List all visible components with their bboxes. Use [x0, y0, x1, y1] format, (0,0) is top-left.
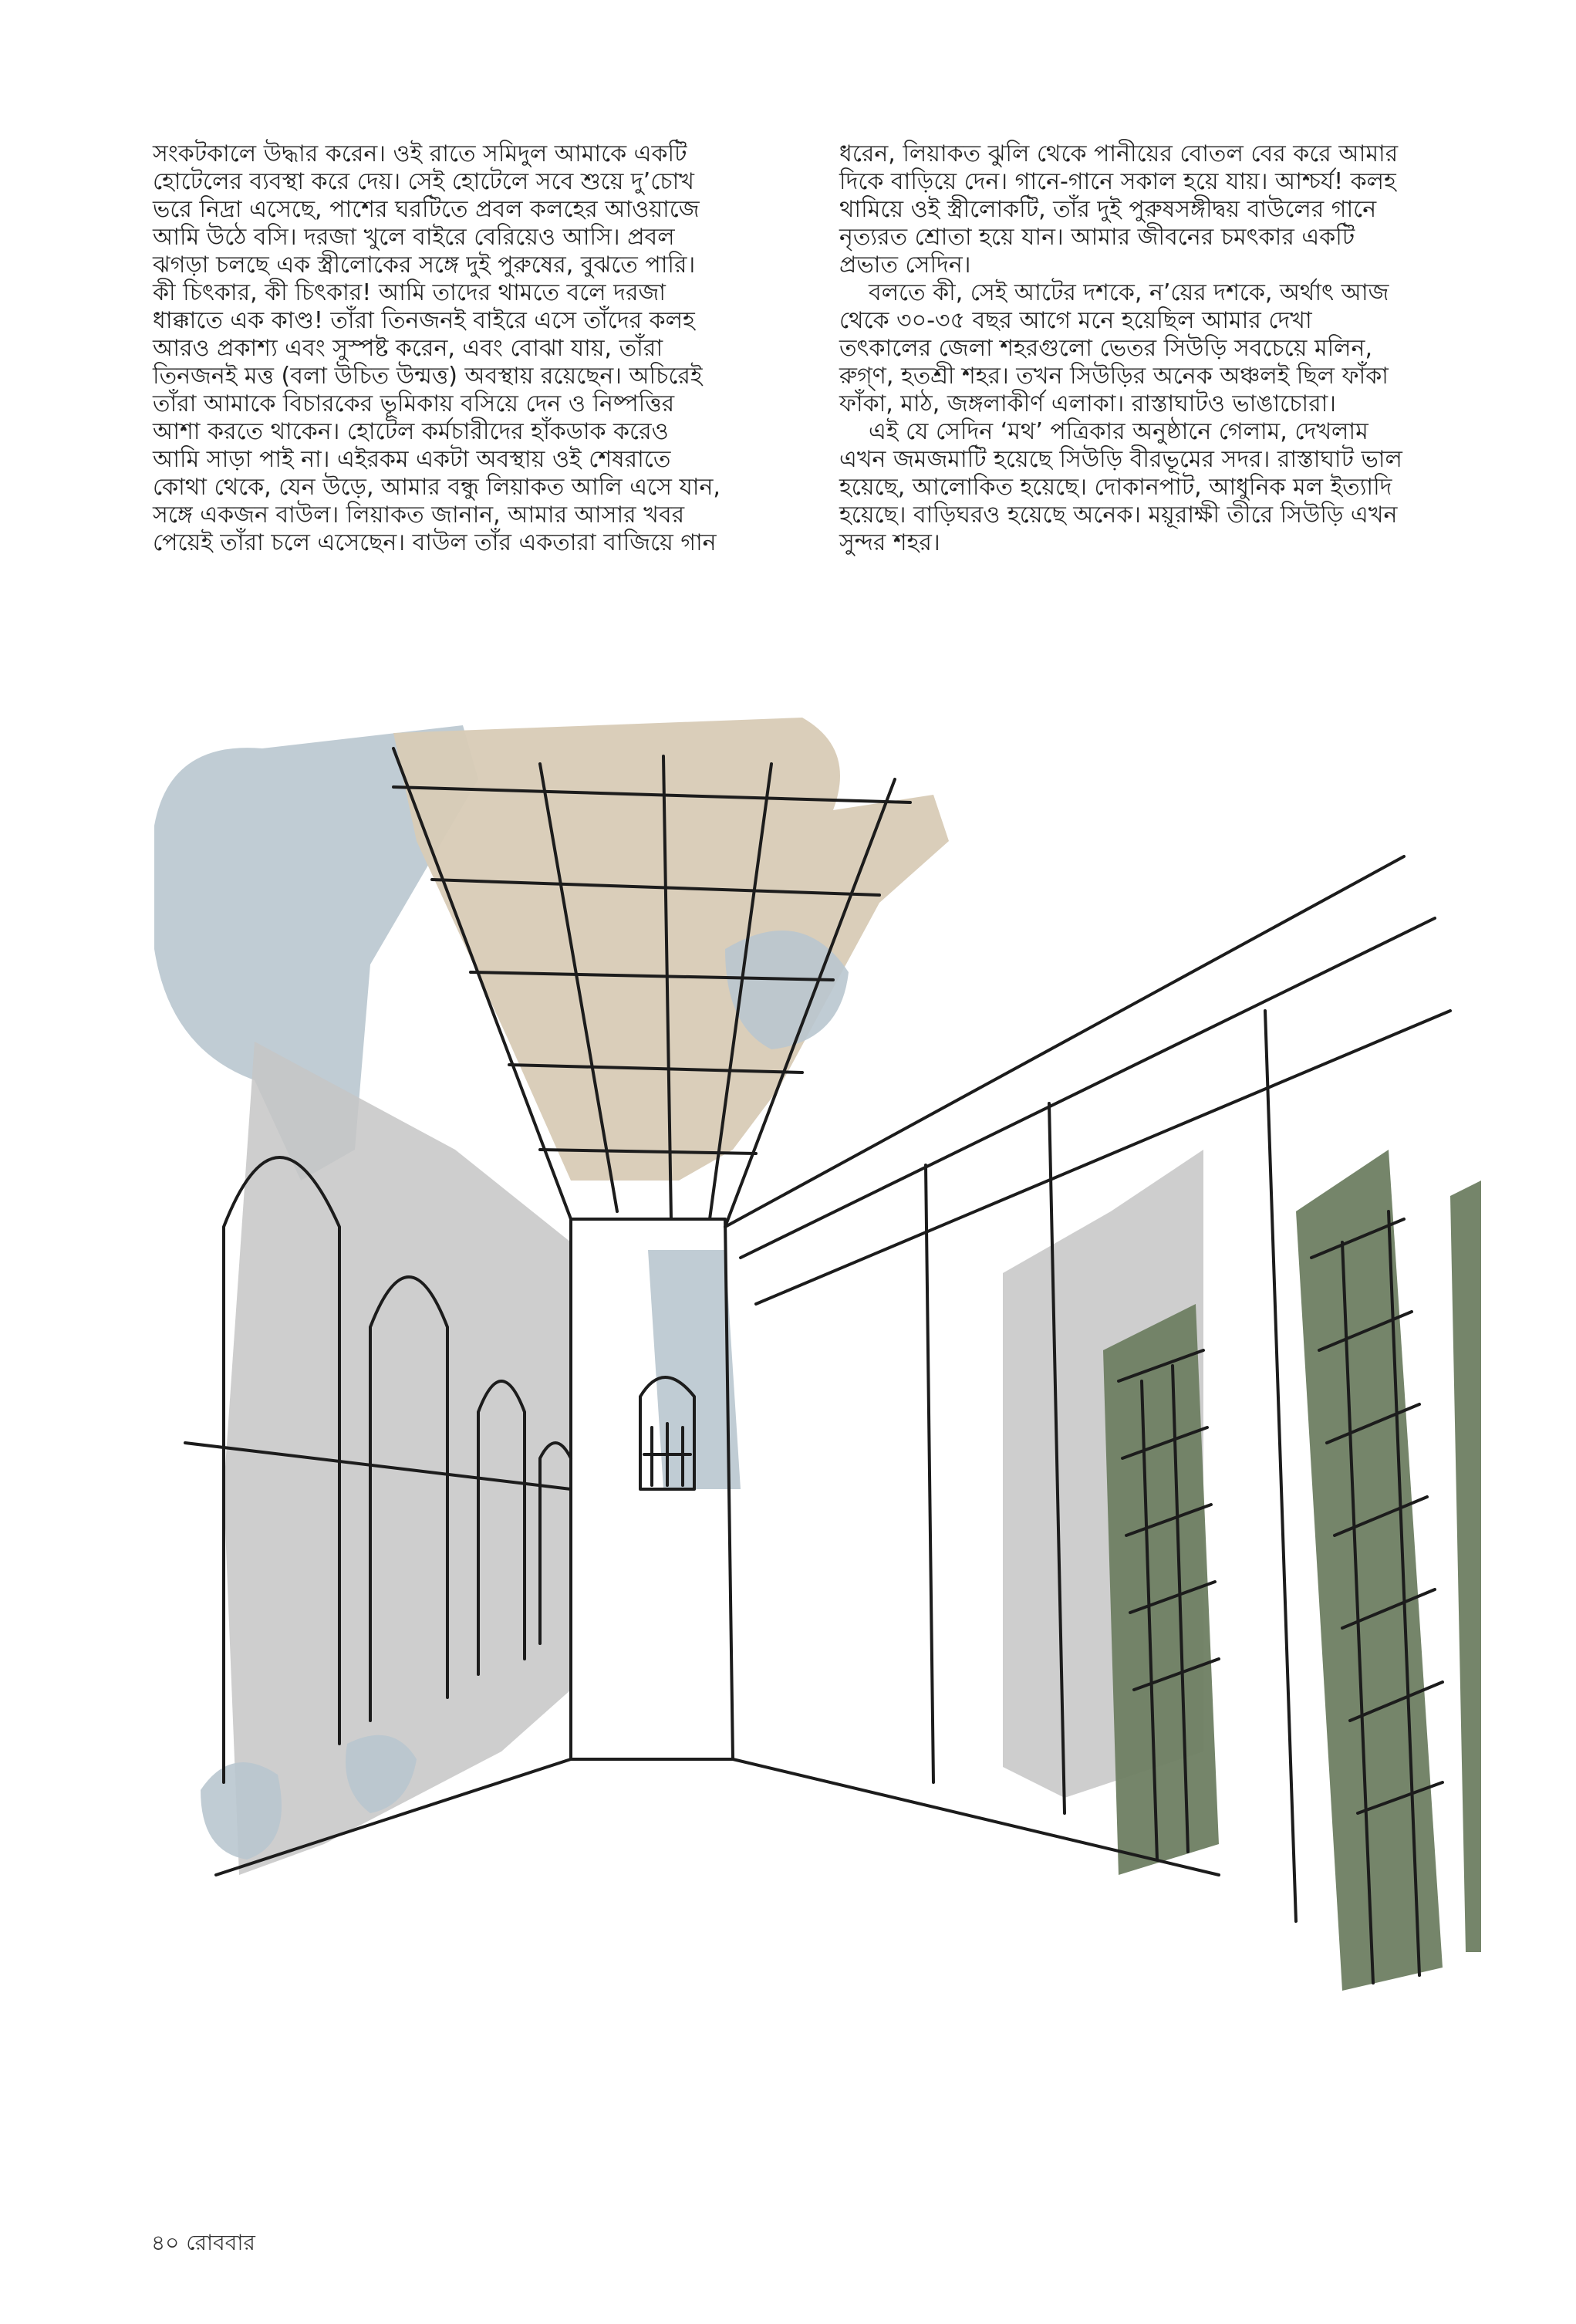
article-left-column	[153, 140, 754, 557]
text-line: আরও প্রকাশ্য এবং সুস্পষ্ট করেন, এবং বোঝা যায়, তাঁরা	[153, 335, 663, 362]
page-number: ৪০	[151, 2230, 180, 2255]
text-line: কোথা থেকে, যেন উড়ে, আমার বন্ধু লিয়াকত আলি এসে যান,	[153, 474, 721, 501]
text-line: রুগ্ণ, হতশ্রী শহর। তখন সিউড়ির অনেক অঞ্চলই ছিল ফাঁকা	[839, 363, 1389, 390]
text-line: ভরে নিদ্রা এসেছে, পাশের ঘরটিতে প্রবল কলহের আওয়াজে	[153, 196, 700, 223]
text-line: সংকটকালে উদ্ধার করেন। ওই রাতে সমিদুল আমাকে একটি	[153, 140, 687, 167]
text-line: ধাক্কাতে এক কাণ্ড! তাঁরা তিনজনই বাইরে এসে তাঁদের কলহ	[153, 307, 695, 334]
ceiling-wash	[393, 718, 949, 1181]
paragraph-present-suri	[839, 418, 1441, 557]
text-line: এই যে সেদিন ‘মথ’ পত্রিকার অনুষ্ঠানে গেলাম, দেখলাম	[869, 418, 1368, 445]
page-folio	[151, 2226, 255, 2262]
right-wall-post-1	[926, 1165, 933, 1782]
corridor-sketch-illustration	[139, 718, 1481, 2199]
text-line: হয়েছে, আলোকিত হয়েছে। দোকানপাট, আধুনিক মল ইত্যাদি	[839, 474, 1392, 501]
text-line: পেয়েই তাঁরা চলে এসেছেন। বাউল তাঁর একতারা বাজিয়ে গান	[153, 529, 717, 556]
text-line: ফাঁকা, মাঠ, জঙ্গলাকীর্ণ এলাকা। রাস্তাঘাটও ভাঙাচোরা।	[839, 390, 1337, 417]
text-line: ধরেন, লিয়াকত ঝুলি থেকে পানীয়ের বোতল বের করে আমার	[839, 140, 1399, 167]
text-line: হোটেলের ব্যবস্থা করে দেয়। সেই হোটেলে সবে শুয়ে দু’চোখ	[153, 168, 694, 195]
green-shutter-3	[1450, 1181, 1481, 1952]
text-line: তৎকালের জেলা শহরগুলো ভেতর সিউড়ি সবচেয়ে মলিন,	[839, 335, 1372, 362]
text-line: নৃত্যরত শ্রোতা হয়ে যান। আমার জীবনের চমৎকার একটি	[839, 224, 1355, 251]
article-right-column	[839, 140, 1441, 557]
text-line: আমি উঠে বসি। দরজা খুলে বাইরে বেরিয়েও আসি। প্রবল	[153, 224, 675, 251]
text-line: কী চিৎকার, কী চিৎকার! আমি তাদের থামতে বলে দরজা	[153, 279, 667, 306]
paragraph-morning	[839, 140, 1441, 279]
text-line: এখন জমজমাটি হয়েছে সিউড়ি বীরভূমের সদর। রাস্তাঘাট ভাল	[839, 446, 1402, 473]
text-line: হয়েছে। বাড়িঘরও হয়েছে অনেক। ময়ূরাক্ষী তীরে সিউড়ি এখন	[839, 502, 1398, 529]
text-line: দিকে বাড়িয়ে দেন। গানে-গানে সকাল হয়ে যায়। আশ্চর্য! কলহ	[839, 168, 1396, 195]
text-line: সঙ্গে একজন বাউল। লিয়াকত জানান, আমার আসার খবর	[153, 502, 685, 529]
text-line: তাঁরা আমাকে বিচারকের ভূমিকায় বসিয়ে দেন ও নিষ্পত্তির	[153, 390, 675, 417]
text-line: আমি সাড়া পাই না। এইরকম একটা অবস্থায় ওই শেষরাতে	[153, 446, 671, 473]
text-line: বলতে কী, সেই আটের দশকে, ন’য়ের দশকে, অর্থাৎ আজ	[869, 279, 1389, 306]
magazine-name: রোববার	[186, 2230, 255, 2255]
floor-wash-blue-1	[201, 1762, 282, 1860]
text-line: আশা করতে থাকেন। হোটেল কর্মচারীদের হাঁকডাক করেও	[153, 418, 669, 445]
text-line: তিনজনই মত্ত (বলা উচিত উন্মত্ত) অবস্থায় রয়েছেন। অচিরেই	[153, 363, 703, 390]
text-line: সুন্দর শহর।	[839, 529, 940, 556]
text-line: প্রভাত সেদিন।	[839, 252, 971, 279]
text-line: থামিয়ে ওই স্ত্রীলোকটি, তাঁর দুই পুরুষসঙ্গীদ্বয় বাউলের গানে	[839, 196, 1377, 223]
text-line: ঝগড়া চলছে এক স্ত্রীলোকের সঙ্গে দুই পুরুষের, বুঝতে পারি।	[153, 252, 696, 279]
right-wall-post-3	[1265, 1011, 1296, 1921]
text-line: থেকে ৩০-৩৫ বছর আগে মনে হয়েছিল আমার দেখা	[839, 307, 1312, 334]
corridor-end-grille	[644, 1424, 690, 1485]
paragraph-past-suri	[839, 279, 1441, 418]
